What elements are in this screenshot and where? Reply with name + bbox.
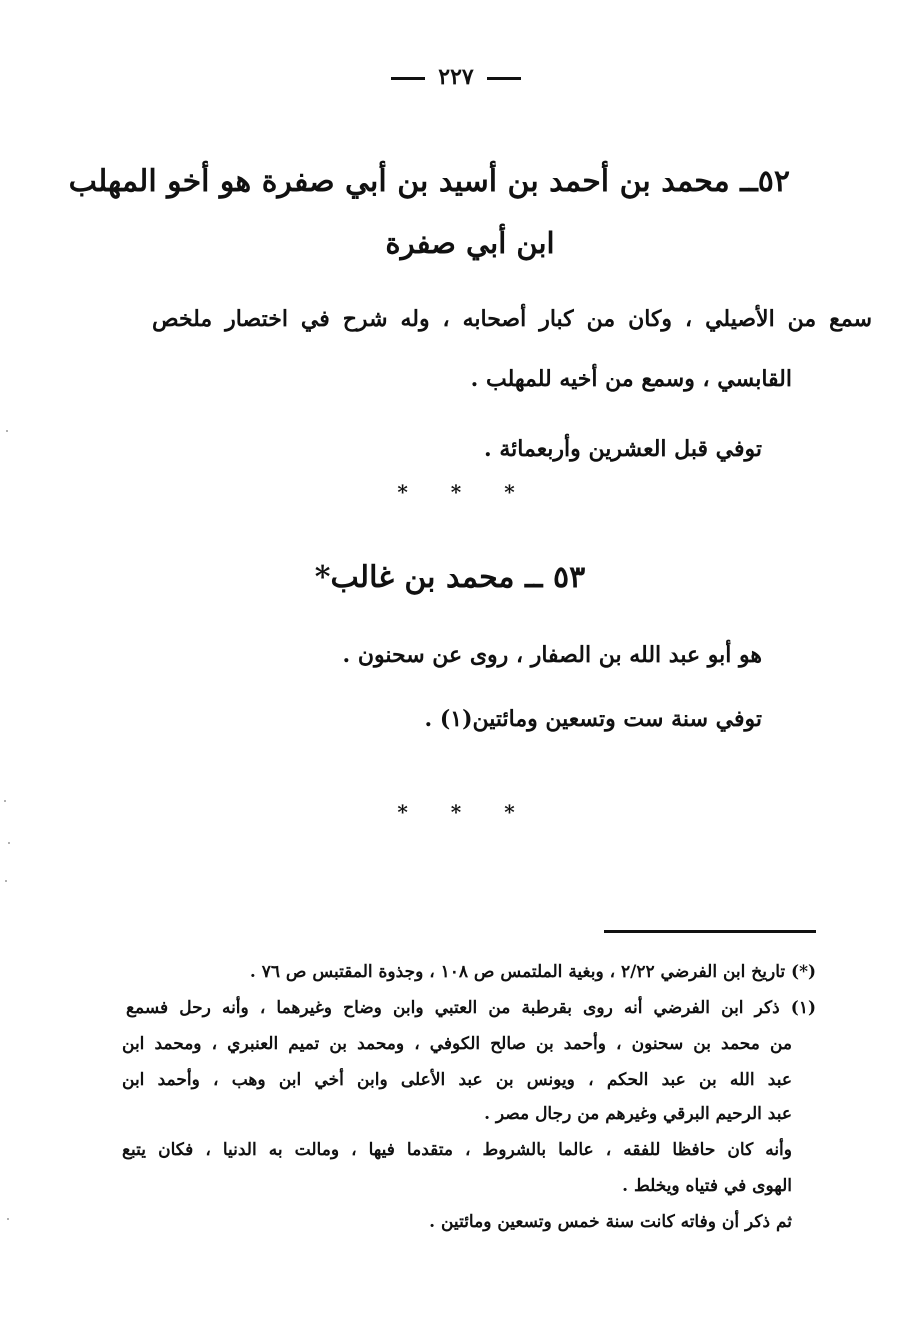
- star-2: *: [450, 800, 462, 824]
- scan-speck: [4, 800, 6, 802]
- scan-speck: [6, 430, 8, 432]
- entry-52-body-line1: سمع من الأصيلي ، وكان من كبار أصحابه ، وله شرح في اختصار ملخص: [152, 306, 872, 332]
- page-number: ٢٢٧: [438, 64, 474, 90]
- footnote-1-line3: عبد الله بن عبد الحكم ، ويونس بن عبد الأعلى وابن أخي ابن وهب ، وأحمد ابن: [122, 1070, 792, 1090]
- entry-53-title: ٥٣ ــ محمد بن غالب*: [314, 560, 586, 595]
- entry-52-death-line: توفي قبل العشرين وأربعمائة .: [484, 436, 762, 462]
- footnote-divider: [604, 930, 816, 933]
- footnote-1-line1: (١) ذكر ابن الفرضي أنه روى بقرطبة من العتبي وابن وضاح وغيرهما ، وأنه رحل فسمع: [126, 998, 816, 1018]
- star-2: *: [450, 480, 462, 504]
- footnote-star: (*) تاريخ ابن الفرضي ٢/٢٢ ، وبغية الملتمس ص ١٠٨ ، وجذوة المقتبس ص ٧٦ .: [249, 962, 816, 982]
- footnote-1-line5: وأنه كان حافظا للفقه ، عالما بالشروط ، متقدما فيها ، ومالت به الدنيا ، فكان يتبع: [122, 1140, 792, 1160]
- entry-52-body-line2: القابسي ، وسمع من أخيه للمهلب .: [470, 366, 792, 392]
- entry-52-title-line1: ٥٢ــ محمد بن أحمد بن أسيد بن أبي صفرة هو أخو المهلب: [68, 164, 790, 199]
- scan-speck: [5, 880, 7, 882]
- separator-stars-1: [0, 480, 912, 504]
- scan-speck: [8, 842, 10, 844]
- separator-stars-2: [0, 800, 912, 824]
- footnote-1-line2: من محمد بن سحنون ، وأحمد بن صالح الكوفي ، ومحمد بن تميم العنبري ، ومحمد ابن: [122, 1034, 792, 1054]
- footnote-1-line4: عبد الرحيم البرقي وغيرهم من رجال مصر .: [484, 1104, 792, 1124]
- star-1: *: [397, 800, 408, 824]
- footnote-1-line7: ثم ذكر أن وفاته كانت سنة خمس وتسعين ومائتين .: [429, 1212, 792, 1232]
- entry-53-body-line1: هو أبو عبد الله بن الصفار ، روى عن سحنون .: [342, 642, 762, 668]
- entry-52-title-line2: ابن أبي صفرة: [385, 226, 555, 260]
- header-dash-right: [487, 77, 521, 80]
- star-1: *: [397, 480, 408, 504]
- footnote-1-line6: الهوى في فتياه ويخلط .: [622, 1176, 792, 1196]
- star-3: *: [504, 480, 515, 504]
- star-3: *: [504, 800, 515, 824]
- header-dash-left: [391, 77, 425, 80]
- page-header: [0, 64, 912, 90]
- scan-speck: [7, 1218, 9, 1220]
- entry-53-death-line: توفي سنة ست وتسعين ومائتين(١) .: [424, 706, 762, 732]
